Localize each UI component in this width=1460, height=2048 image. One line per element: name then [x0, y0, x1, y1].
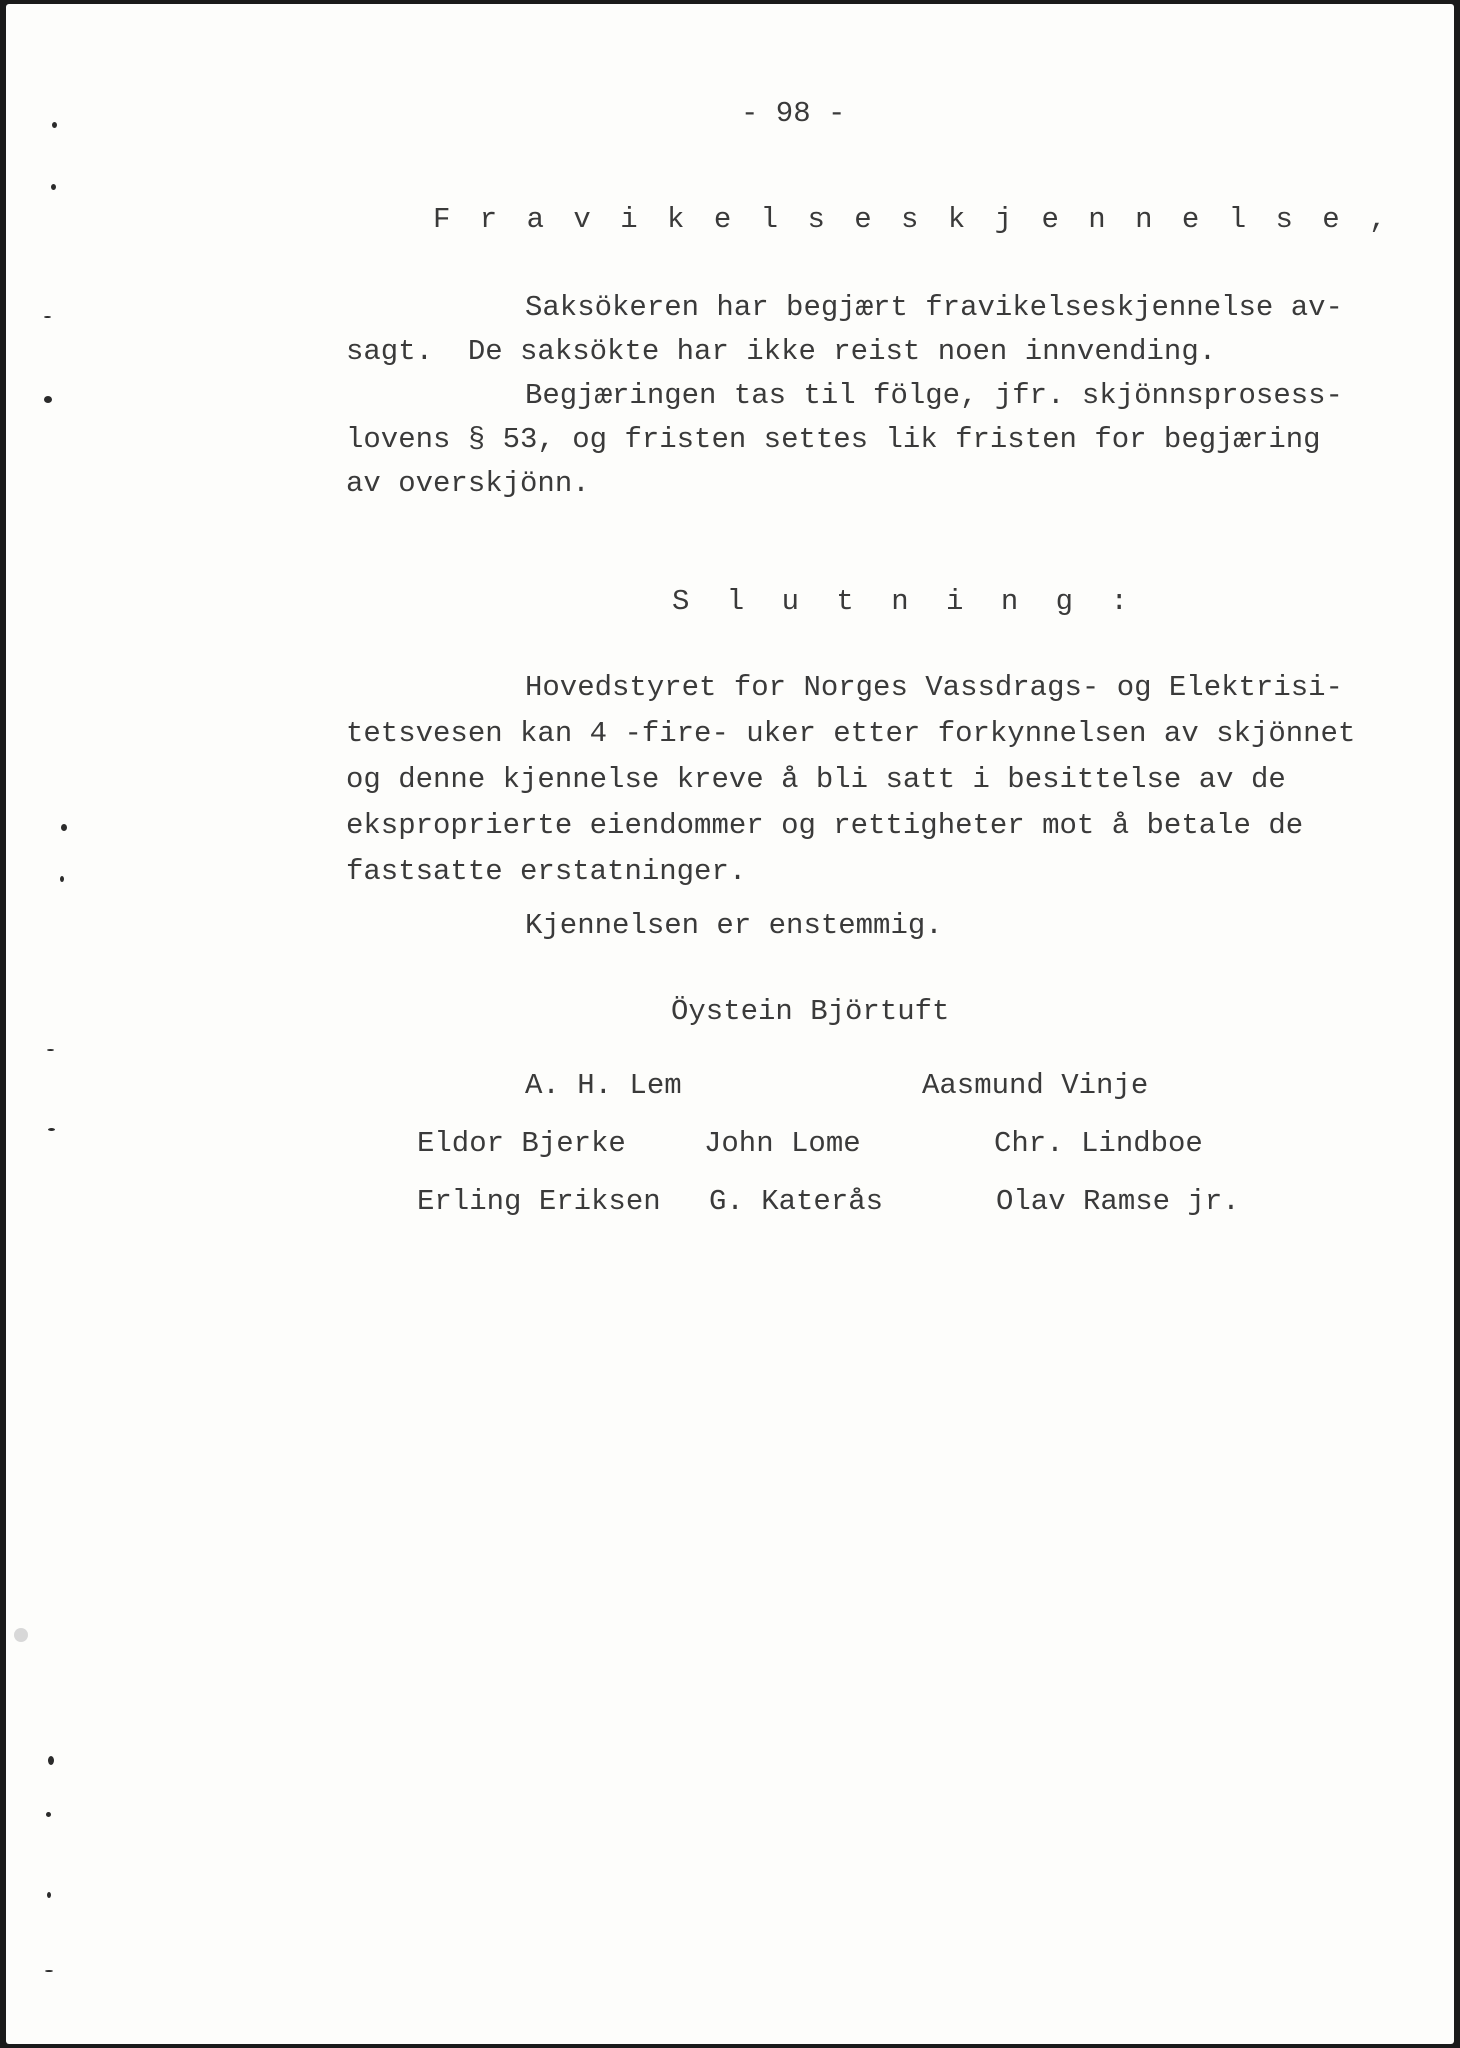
signature-lindboe: Chr. Lindboe: [994, 1127, 1203, 1160]
binder-mark: [48, 1128, 55, 1131]
binder-mark: [45, 1970, 53, 1972]
signature-chair: Öystein Björtuft: [671, 995, 950, 1028]
section-1-line-4: lovens § 53, og fristen settes lik fristen for begjæring: [346, 423, 1321, 456]
binder-mark: [52, 122, 57, 128]
binder-mark: [44, 316, 51, 318]
binder-mark: [47, 1049, 54, 1051]
section-2-line-1: Hovedstyret for Norges Vassdrags- og Elektrisi-: [525, 671, 1343, 704]
section-1-line-1: Saksökeren har begjært fravikelseskjennelse av-: [525, 291, 1343, 324]
signature-kateras: G. Katerås: [709, 1185, 884, 1218]
signature-lome: John Lome: [704, 1127, 861, 1160]
binder-mark: [14, 1628, 28, 1642]
section-2-line-2: tetsvesen kan 4 -fire- uker etter forkynnelsen av skjönnet: [346, 717, 1356, 750]
binder-mark: [44, 396, 52, 403]
heading-fravikelseskjennelse: F r a v i k e l s e s k j e n n e l s e ,: [433, 203, 1393, 236]
document-page: [6, 4, 1454, 2044]
signature-ramse: Olav Ramse jr.: [996, 1185, 1240, 1218]
section-1-line-2: sagt. De saksökte har ikke reist noen innvending.: [346, 335, 1217, 368]
binder-mark: [48, 1756, 54, 1765]
page-number: - 98 -: [741, 97, 846, 130]
heading-slutning: S l u t n i n g :: [672, 585, 1138, 618]
signature-eriksen: Erling Eriksen: [417, 1185, 661, 1218]
section-1-line-3: Begjæringen tas til fölge, jfr. skjönnsprosess-: [525, 379, 1343, 412]
signature-lem: A. H. Lem: [525, 1069, 682, 1102]
section-1-line-5: av overskjönn.: [346, 467, 590, 500]
section-2-line-4: eksproprierte eiendommer og rettigheter mot å betale de: [346, 809, 1304, 842]
signature-vinje: Aasmund Vinje: [922, 1069, 1149, 1102]
binder-mark: [61, 824, 67, 831]
binder-mark: [60, 876, 64, 882]
binder-mark: [51, 184, 56, 190]
binder-mark: [47, 1892, 51, 1898]
section-2-line-5: fastsatte erstatninger.: [346, 855, 747, 888]
binder-mark: [46, 1812, 51, 1817]
unanimous-statement: Kjennelsen er enstemmig.: [525, 909, 943, 942]
section-2-line-3: og denne kjennelse kreve å bli satt i besittelse av de: [346, 763, 1286, 796]
signature-bjerke: Eldor Bjerke: [417, 1127, 626, 1160]
